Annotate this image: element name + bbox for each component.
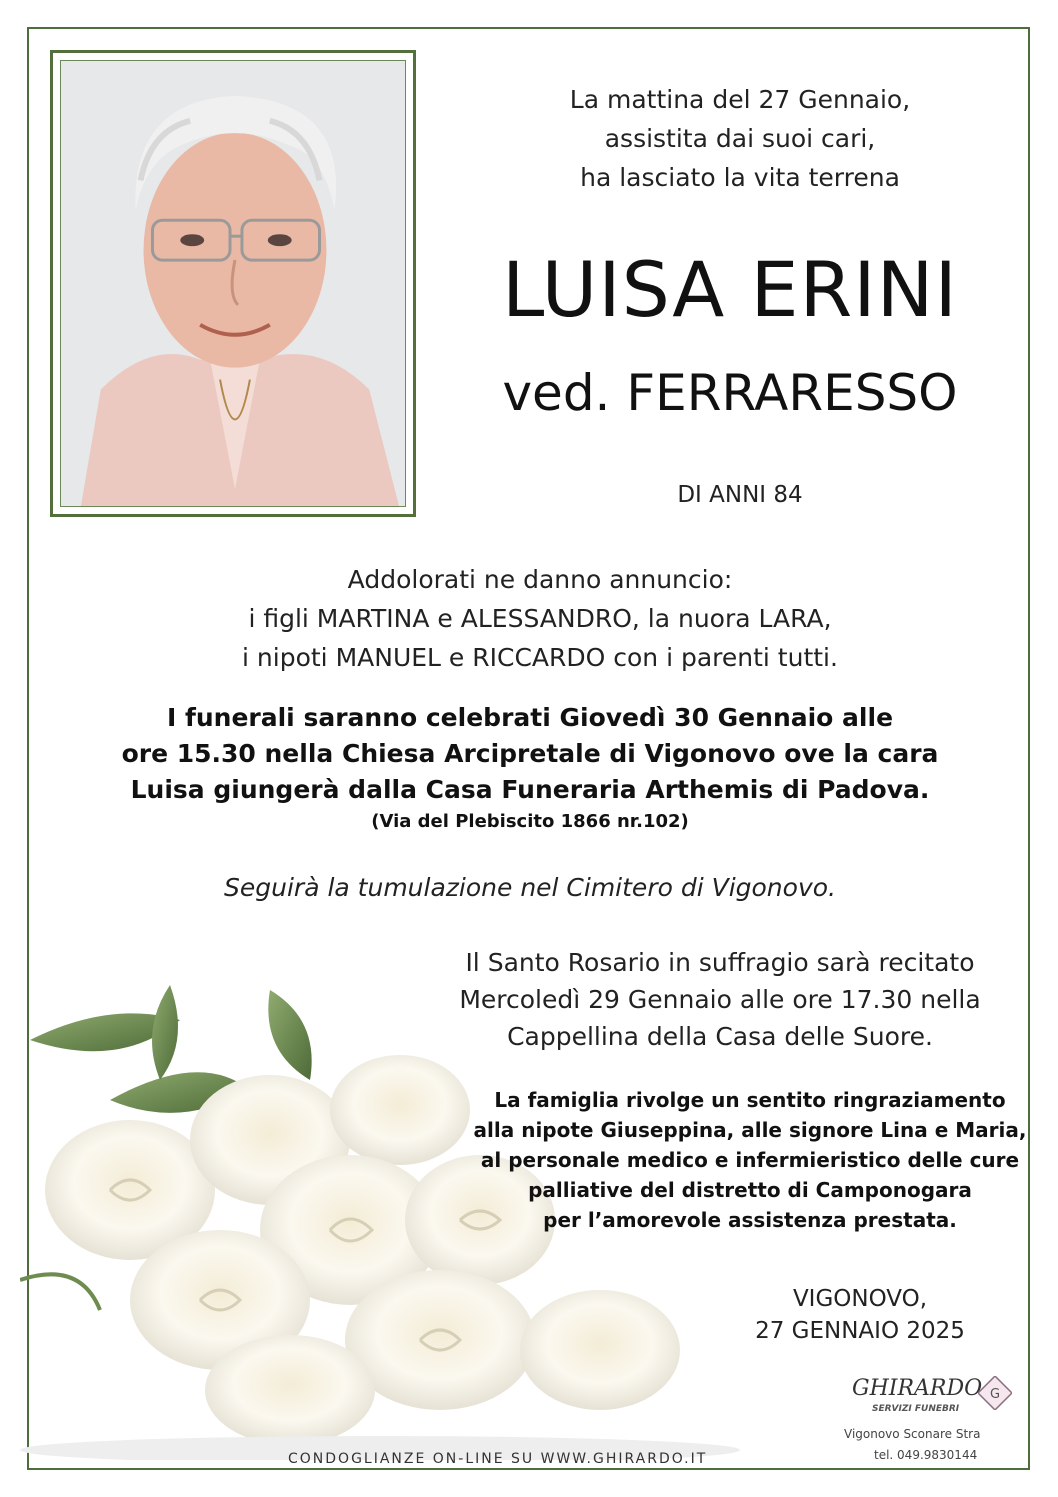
deceased-married-name: ved. FERRARESSO — [502, 364, 958, 422]
logo-badge-letter: G — [989, 1387, 1001, 1402]
thanks-line: per l’amorevole assistenza prestata. — [543, 1208, 957, 1232]
portrait-frame — [50, 50, 416, 517]
funeral-home-logo — [830, 1370, 1030, 1470]
rosary-line: Il Santo Rosario in suffragio sarà recitato — [465, 948, 975, 977]
funeral-line: Luisa giungerà dalla Casa Funeraria Arthemis di Padova. — [130, 775, 930, 804]
logo-name: GHIRARDO — [852, 1376, 983, 1401]
rosary-line: Mercoledì 29 Gennaio alle ore 17.30 nella — [459, 985, 981, 1014]
funeral-line: I funerali saranno celebrati Giovedì 30 Gennaio alle — [166, 703, 894, 732]
thanks-line: La famiglia rivolge un sentito ringraziamento — [494, 1088, 1006, 1112]
announcement-line: Addolorati ne danno annuncio: — [347, 565, 733, 594]
place-name: VIGONOVO, — [792, 1286, 928, 1312]
announcement-text — [180, 560, 900, 677]
thanks-text — [470, 1085, 1030, 1235]
place-date — [740, 1283, 980, 1347]
announcement-line: i figli MARTINA e ALESSANDRO, la nuora LARA, — [248, 604, 832, 633]
intro-line: La mattina del 27 Gennaio, — [569, 85, 911, 114]
portrait-illustration — [61, 61, 405, 506]
intro-text — [470, 80, 1010, 197]
burial-text: Seguirà la tumulazione nel Cimitero di Vigonovo. — [224, 873, 836, 902]
intro-line: ha lasciato la vita terrena — [580, 163, 900, 192]
funeral-line: ore 15.30 nella Chiesa Arcipretale di Vigonovo ove la cara — [121, 739, 939, 768]
thanks-line: al personale medico e infermieristico delle cure — [480, 1148, 1020, 1172]
deceased-age: DI ANNI 84 — [677, 482, 803, 508]
thanks-line: palliative del distretto di Camponogara — [528, 1178, 972, 1202]
announcement-date: 27 GENNAIO 2025 — [755, 1318, 965, 1344]
portrait-photo — [60, 60, 406, 507]
funeral-text — [100, 700, 960, 808]
announcement-line: i nipoti MANUEL e RICCARDO con i parenti tutti. — [242, 643, 838, 672]
logo-badge-icon — [978, 1376, 1012, 1410]
funeral-address: (Via del Plebiscito 1866 nr.102) — [371, 811, 689, 832]
rosary-text — [400, 944, 1040, 1055]
condolences-footer: CONDOGLIANZE ON-LINE SU WWW.GHIRARDO.IT — [288, 1451, 708, 1467]
deceased-name: LUISA ERINI — [502, 245, 958, 334]
intro-line: assistita dai suoi cari, — [604, 124, 876, 153]
logo-address: Vigonovo Sconare Stra — [844, 1427, 981, 1441]
rosary-line: Cappellina della Casa delle Suore. — [507, 1022, 933, 1051]
logo-subtitle: SERVIZI FUNEBRI — [872, 1404, 960, 1414]
thanks-line: alla nipote Giuseppina, alle signore Lina e Maria, — [473, 1118, 1027, 1142]
logo-phone: tel. 049.9830144 — [874, 1448, 978, 1462]
